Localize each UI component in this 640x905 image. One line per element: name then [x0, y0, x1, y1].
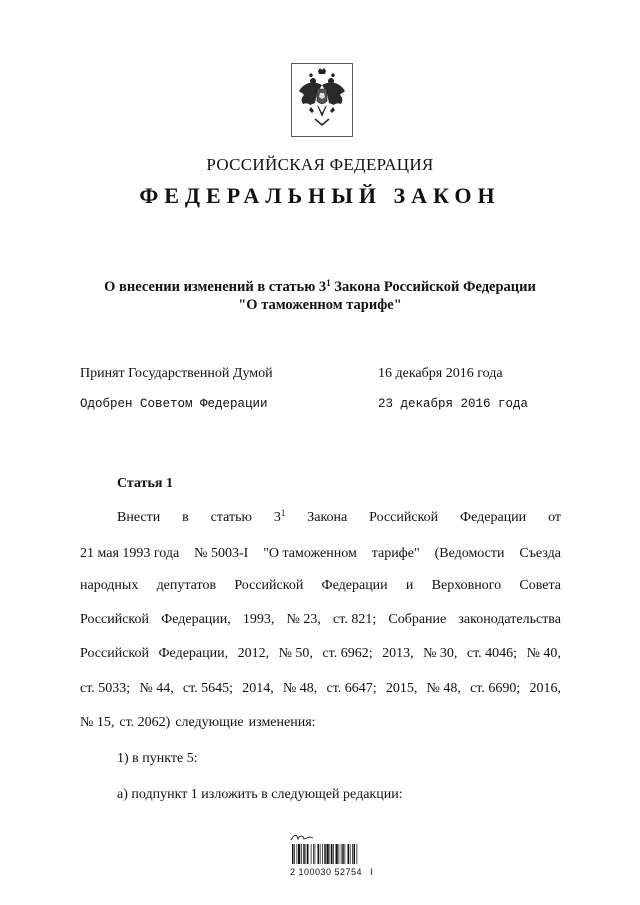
adoption-council-row: [0, 397, 640, 417]
barcode-bar: [345, 844, 346, 864]
article-word: ст. 4046;: [466, 646, 518, 661]
article-heading: Статья 1: [117, 476, 173, 491]
barcode-bar: [315, 844, 316, 864]
barcode-bar: [297, 844, 298, 864]
barcode-bar: [307, 844, 309, 864]
article-word: № 15,: [80, 715, 115, 730]
article-word: Российской: [369, 510, 439, 525]
article-word: № 44,: [139, 681, 174, 696]
article-line: [80, 610, 561, 630]
article-line: [117, 508, 561, 528]
law-title-line-2: "О таможенном тарифе": [238, 297, 402, 313]
russia-coat-of-arms-icon: [291, 63, 353, 137]
barcode-bar: [330, 844, 331, 864]
article-word: № 48,: [426, 681, 461, 696]
article-word: Совета: [519, 578, 561, 593]
article-word: 2013,: [382, 646, 414, 661]
duma-date: 16 декабря 2016 года: [378, 366, 503, 381]
barcode-bar: [357, 844, 358, 864]
article-word: ст. 6647;: [326, 681, 377, 696]
article-word: Внести: [117, 510, 161, 525]
barcode-bar: [318, 844, 320, 864]
article-word: № 23,: [286, 612, 321, 627]
article-word: ст. 5645;: [182, 681, 234, 696]
article-word: Съезда: [519, 546, 561, 561]
article-line: [80, 644, 561, 664]
article-word: ст. 2062): [119, 715, 171, 730]
article-word: Российской: [234, 578, 304, 593]
article-word: изменения:: [248, 715, 316, 730]
barcode-bar: [292, 844, 294, 864]
article-word: 1993,: [242, 612, 275, 627]
article-word: ст. 6690;: [470, 681, 521, 696]
article-word: и: [405, 578, 414, 593]
barcode-bar: [339, 844, 340, 864]
article-word: ст. 6962;: [322, 646, 373, 661]
article-word: следующие: [175, 715, 244, 730]
article-word: (Ведомости: [434, 546, 505, 561]
article-line: [80, 713, 561, 733]
barcode-bar: [341, 844, 342, 864]
barcode-bar: [320, 844, 321, 864]
barcode-bar: [352, 844, 353, 864]
barcode-bar: [327, 844, 329, 864]
article-word: ст. 821;: [333, 612, 377, 627]
article-word: № 50,: [278, 646, 313, 661]
article-word: депутатов: [156, 578, 217, 593]
article-word: тарифе": [371, 546, 420, 561]
document-type: ФЕДЕРАЛЬНЫЙ ЗАКОН: [139, 183, 501, 208]
article-number-superscript: 1: [280, 508, 286, 518]
article-word: Собрание: [388, 612, 447, 627]
barcode-bar: [333, 844, 334, 864]
barcode-number: 2 100030 52754 I: [290, 867, 374, 877]
article-word: 21 мая 1993 года: [80, 546, 180, 561]
article-word: Федерации: [321, 578, 388, 593]
barcode-bar: [348, 844, 350, 864]
article-word: Российской: [80, 612, 149, 627]
article-line: [80, 679, 561, 699]
article-word: $3^1$: [273, 508, 286, 525]
article-word: 2015,: [385, 681, 418, 696]
article-word: Федерации: [460, 510, 527, 525]
barcode-bar: [331, 844, 333, 864]
list-item-1: 1) в пункте 5:: [117, 751, 198, 766]
article-word: народных: [80, 578, 139, 593]
duma-label: Принят Государственной Думой: [80, 366, 273, 381]
article-word: № 30,: [423, 646, 458, 661]
article-word: Федерации,: [161, 612, 231, 627]
article-word: "О таможенном: [263, 546, 357, 561]
barcode-bar: [322, 844, 323, 864]
list-item-1a: а) подпункт 1 изложить в следующей редакции:: [117, 787, 403, 802]
barcode-bar: [350, 844, 351, 864]
article-word: 2012,: [237, 646, 270, 661]
barcode-bar: [324, 844, 326, 864]
article-word: 2016,: [529, 681, 561, 696]
barcode-bar: [306, 844, 307, 864]
adoption-duma-row: [0, 366, 640, 386]
article-word: № 5003-I: [194, 546, 249, 561]
article-line: [80, 544, 561, 564]
law-title: [0, 278, 640, 314]
article-line: [80, 576, 561, 596]
barcode-bar: [336, 844, 338, 864]
article-word: Российской: [80, 646, 149, 661]
article-word: от: [548, 510, 561, 525]
initials-mark-icon: [290, 832, 314, 842]
barcode-bar: [301, 844, 302, 864]
barcode-bar: [342, 844, 344, 864]
article-word: № 48,: [282, 681, 318, 696]
barcode-bar: [354, 844, 356, 864]
council-date: 23 декабря 2016 года: [378, 397, 529, 411]
country-name: РОССИЙСКАЯ ФЕДЕРАЦИЯ: [206, 155, 434, 174]
barcode-bar: [298, 844, 300, 864]
article-word: в: [182, 510, 189, 525]
barcode-bar: [294, 844, 295, 864]
article-word: статью: [210, 510, 252, 525]
article-word: ст. 5033;: [80, 681, 131, 696]
council-label: Одобрен Советом Федерации: [80, 397, 268, 411]
barcode-bar: [311, 844, 312, 864]
barcode-bar: [303, 844, 305, 864]
article-word: законодательства: [458, 612, 561, 627]
article-word: Федерации,: [158, 646, 229, 661]
article-word: 2014,: [242, 681, 274, 696]
article-word: № 40,: [526, 646, 561, 661]
law-title-line-1: О внесении изменений в статью $3^1$ Закона Российской Федерации: [104, 278, 536, 295]
barcode-icon: [292, 844, 378, 864]
article-word: Закона: [307, 510, 348, 525]
article-word: Верховного: [431, 578, 502, 593]
barcode-bar: [313, 844, 314, 864]
